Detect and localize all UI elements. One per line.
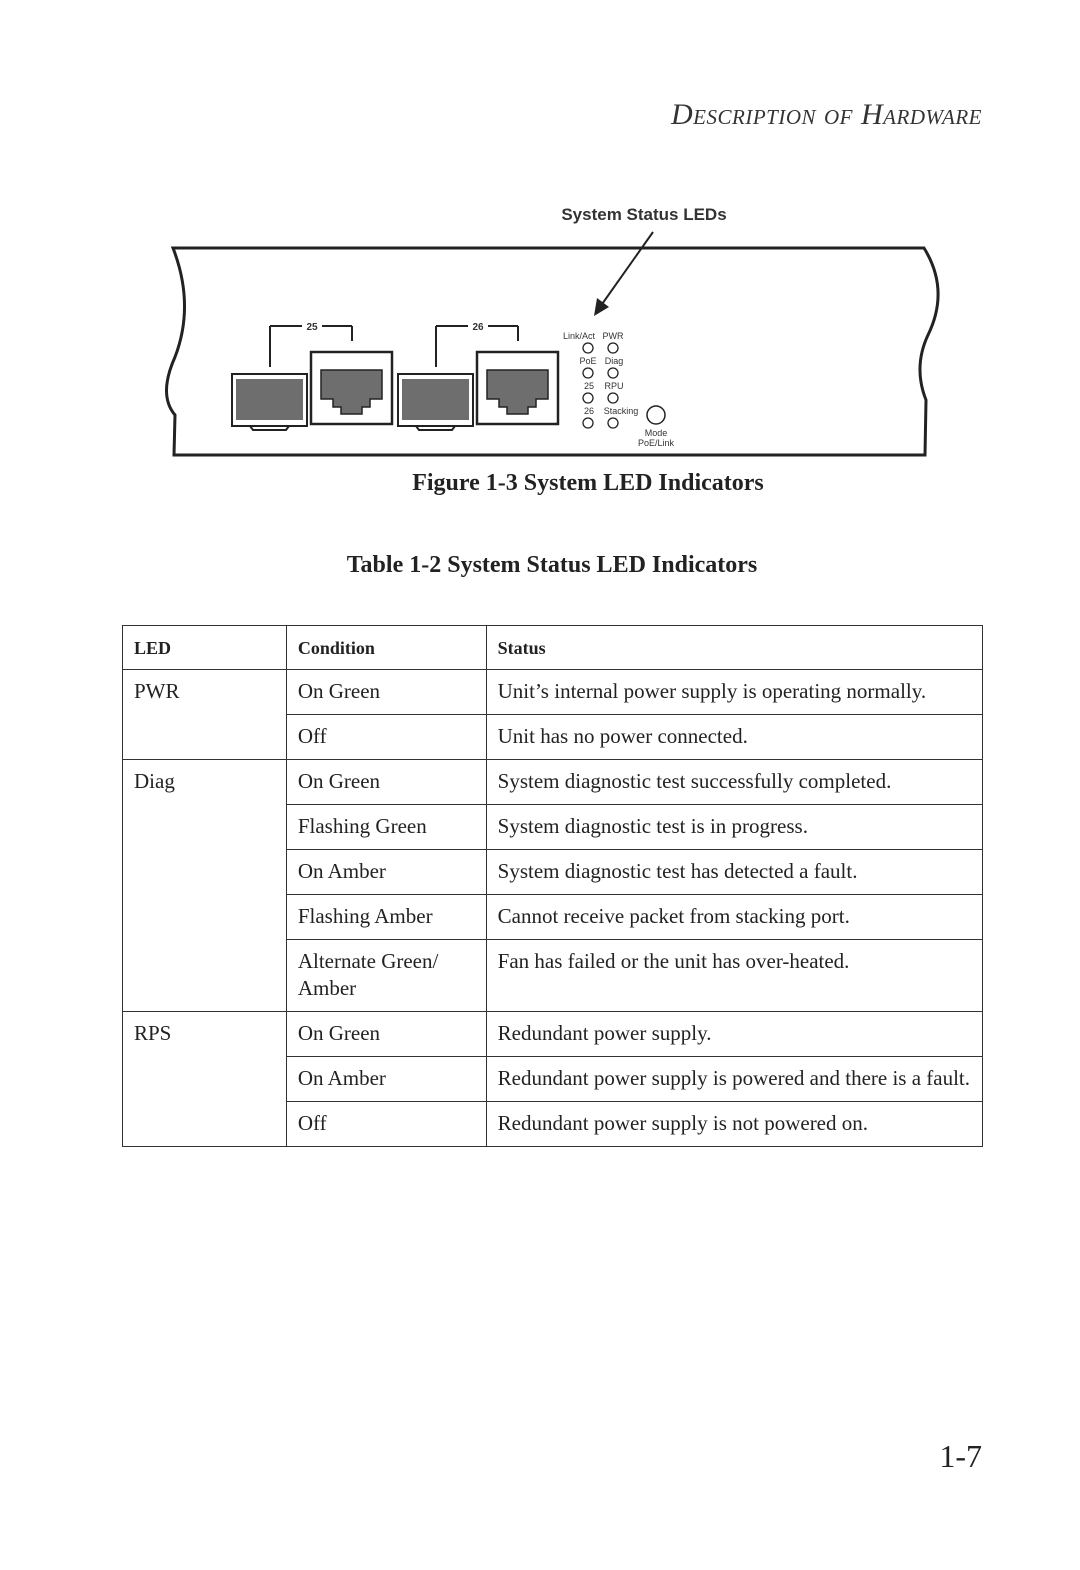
led-cell: RPS <box>123 1012 287 1057</box>
table-row <box>123 895 983 940</box>
status-cell: Unit’s internal power supply is operating normally. <box>486 670 982 715</box>
led-cell <box>123 805 287 850</box>
poe-link-label: PoE/Link <box>637 438 675 448</box>
status-cell: Redundant power supply is powered and there is a fault. <box>486 1057 982 1102</box>
led-rpu <box>608 393 618 403</box>
led-label-link-act: Link/Act <box>562 331 596 341</box>
table-row <box>123 1057 983 1102</box>
condition-cell: On Green <box>286 1012 486 1057</box>
table-row <box>123 850 983 895</box>
condition-cell: Off <box>286 1102 486 1147</box>
led-label-stacking: Stacking <box>603 406 639 416</box>
table-caption: Table 1-2 System Status LED Indicators <box>346 552 758 578</box>
table-row <box>123 940 983 1012</box>
running-header: Description of Hardware <box>671 98 982 131</box>
port-26-label: 26 <box>472 322 484 333</box>
led-cell: Diag <box>123 760 287 805</box>
status-cell: System diagnostic test successfully completed. <box>486 760 982 805</box>
status-cell: Redundant power supply. <box>486 1012 982 1057</box>
led-label-rpu: RPU <box>604 381 624 391</box>
led-cell <box>123 1057 287 1102</box>
table-row <box>123 760 983 805</box>
led-cell <box>123 940 287 1012</box>
condition-cell: On Green <box>286 670 486 715</box>
condition-cell: Flashing Amber <box>286 895 486 940</box>
status-cell: Unit has no power connected. <box>486 715 982 760</box>
condition-cell: Alternate Green/ Amber <box>286 940 486 1012</box>
condition-cell: On Amber <box>286 850 486 895</box>
header-status: Status <box>486 626 982 670</box>
condition-cell: On Amber <box>286 1057 486 1102</box>
status-cell: System diagnostic test has detected a fault. <box>486 850 982 895</box>
status-cell: Redundant power supply is not powered on. <box>486 1102 982 1147</box>
callout-arrowhead <box>594 298 609 316</box>
header-condition: Condition <box>286 626 486 670</box>
table-row <box>123 805 983 850</box>
led-label-25: 25 <box>583 381 595 391</box>
port-25-label: 25 <box>306 322 318 333</box>
page-number: 1-7 <box>939 1438 982 1474</box>
mode-button <box>647 406 665 424</box>
table-header-row <box>123 626 983 670</box>
led-label-diag: Diag <box>604 356 624 366</box>
led-diag <box>608 368 618 378</box>
led-label-poe: PoE <box>579 356 597 366</box>
table-row <box>123 1102 983 1147</box>
condition-cell: On Green <box>286 760 486 805</box>
led-cell <box>123 1102 287 1147</box>
led-cell <box>123 895 287 940</box>
led-poe <box>583 368 593 378</box>
led-cell <box>123 850 287 895</box>
system-led-figure <box>150 195 950 470</box>
callout-label: System Status LEDs <box>561 205 727 224</box>
led-link-act <box>583 343 593 353</box>
led-label-pwr: PWR <box>602 331 624 341</box>
led-stacking <box>608 418 618 428</box>
status-cell: System diagnostic test is in progress. <box>486 805 982 850</box>
switch-front-panel-diagram <box>150 195 950 470</box>
condition-cell: Off <box>286 715 486 760</box>
led-port-25 <box>583 393 593 403</box>
condition-cell: Flashing Green <box>286 805 486 850</box>
callout-arrow-line <box>600 232 653 307</box>
mode-label: Mode <box>644 428 668 438</box>
led-label-26: 26 <box>583 406 595 416</box>
led-cell <box>123 715 287 760</box>
table-row <box>123 1012 983 1057</box>
led-pwr <box>608 343 618 353</box>
status-cell: Fan has failed or the unit has over-heated. <box>486 940 982 1012</box>
system-status-led-table <box>122 625 983 1147</box>
led-cell: PWR <box>123 670 287 715</box>
led-port-26 <box>583 418 593 428</box>
figure-caption: Figure 1-3 System LED Indicators <box>412 470 764 496</box>
status-cell: Cannot receive packet from stacking port. <box>486 895 982 940</box>
table-row <box>123 670 983 715</box>
header-led: LED <box>123 626 287 670</box>
table-row <box>123 715 983 760</box>
